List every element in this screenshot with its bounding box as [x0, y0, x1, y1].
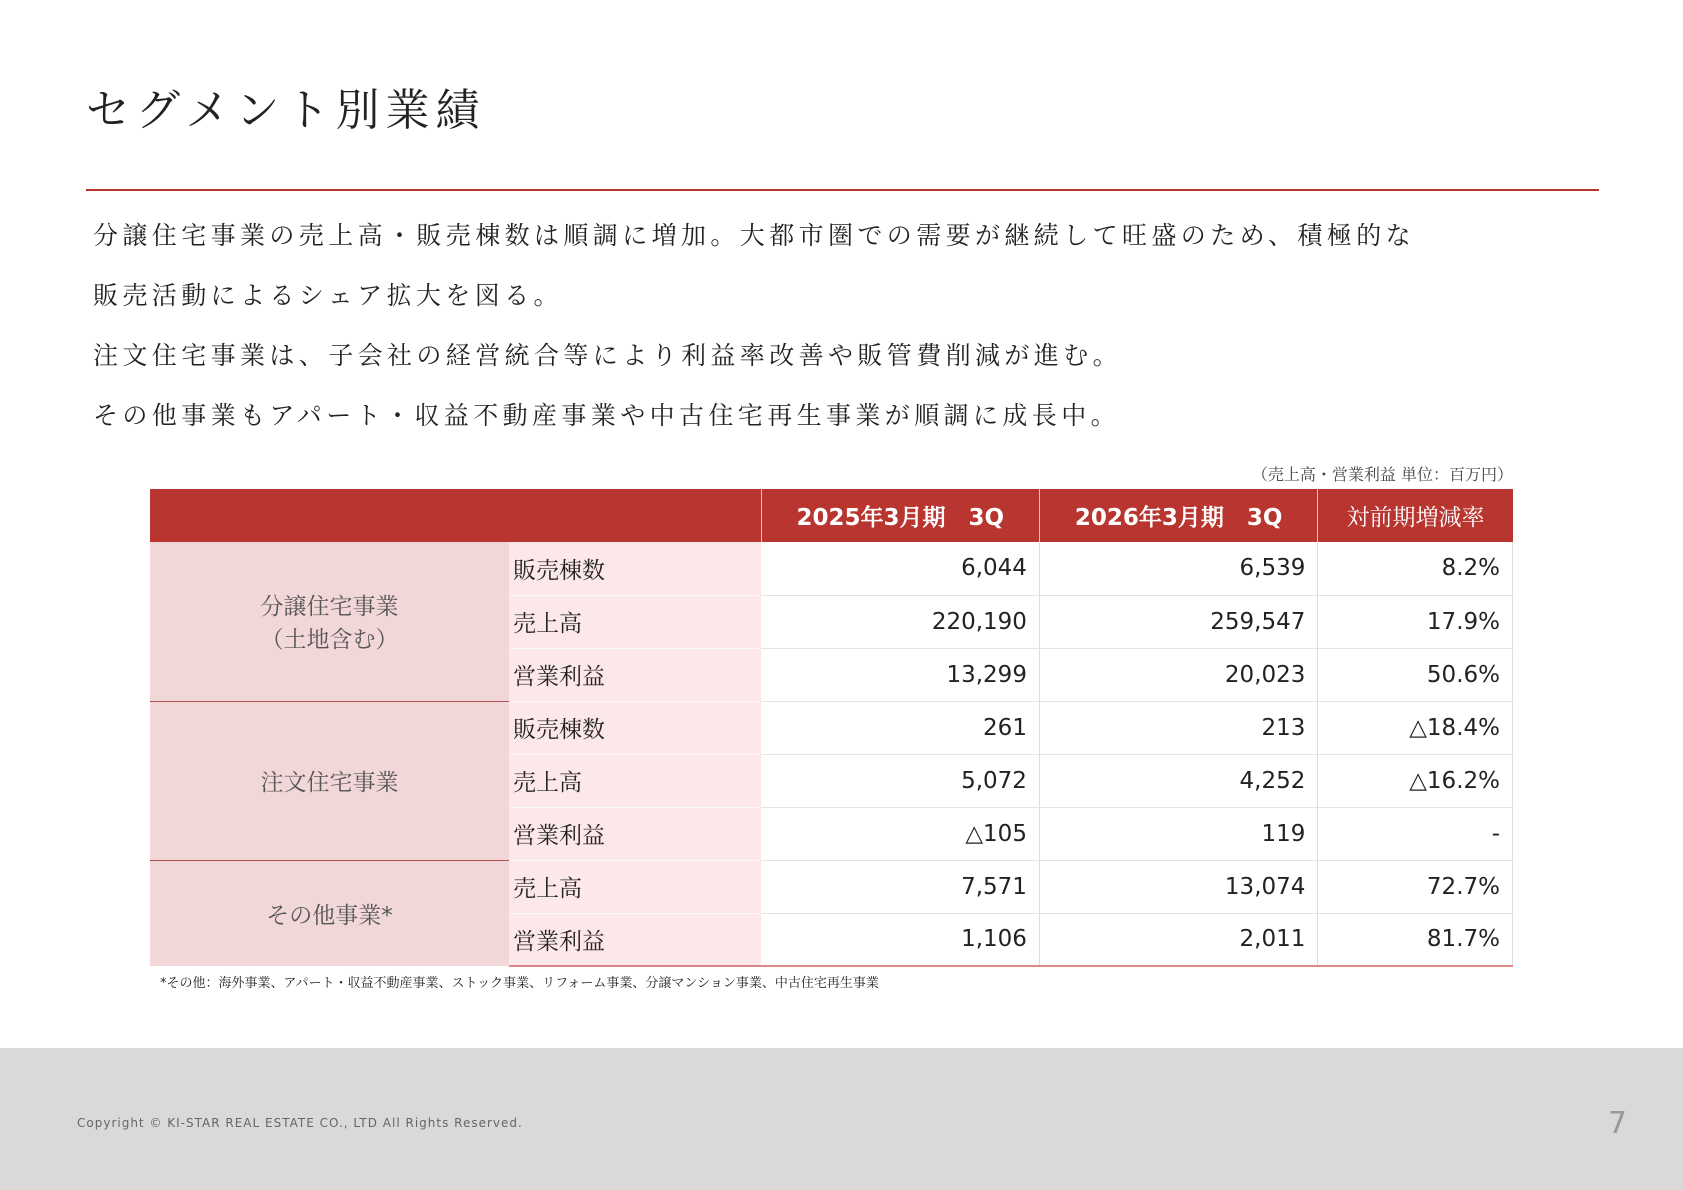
value-cell: -	[1318, 807, 1513, 860]
value-cell: 72.7%	[1318, 860, 1513, 913]
metric-label: 営業利益	[509, 807, 761, 860]
value-cell: △105	[761, 807, 1039, 860]
header-fy2025: 2025年3月期 3Q	[761, 489, 1039, 542]
segment-table	[150, 489, 1513, 967]
value-cell: 7,571	[761, 860, 1039, 913]
paragraph-line: 注文住宅事業は、子会社の経営統合等により利益率改善や販管費削減が進む。	[93, 341, 1123, 370]
value-cell: △16.2%	[1318, 754, 1513, 807]
header-blank	[150, 489, 761, 542]
value-cell: 6,539	[1039, 542, 1317, 595]
value-cell: 8.2%	[1318, 542, 1513, 595]
header-change: 対前期増減率	[1318, 489, 1513, 542]
value-cell: 13,299	[761, 648, 1039, 701]
value-cell: 119	[1039, 807, 1317, 860]
value-cell: 13,074	[1039, 860, 1317, 913]
metric-label: 売上高	[509, 595, 761, 648]
title-divider	[86, 189, 1599, 191]
segment-name: 分譲住宅事業 （土地含む）	[150, 542, 509, 701]
copyright: Copyright © KI-STAR REAL ESTATE CO., LTD All Rights Reserved.	[77, 1116, 523, 1130]
metric-label: 売上高	[509, 754, 761, 807]
unit-note: （売上高・営業利益 単位：百万円）	[1251, 465, 1513, 484]
paragraph-line: 分譲住宅事業の売上高・販売棟数は順調に増加。大都市圏での需要が継続して旺盛のため、積極的な	[93, 221, 1416, 250]
value-cell: 81.7%	[1318, 913, 1513, 966]
value-cell: 17.9%	[1318, 595, 1513, 648]
value-cell: 2,011	[1039, 913, 1317, 966]
value-cell: 261	[761, 701, 1039, 754]
value-cell: 50.6%	[1318, 648, 1513, 701]
table-row	[150, 860, 1513, 913]
metric-label: 営業利益	[509, 648, 761, 701]
value-cell: 5,072	[761, 754, 1039, 807]
metric-label: 営業利益	[509, 913, 761, 966]
paragraph-line: 販売活動によるシェア拡大を図る。	[93, 281, 563, 310]
value-cell: 220,190	[761, 595, 1039, 648]
value-cell: △18.4%	[1318, 701, 1513, 754]
page-number: 7	[1607, 1106, 1627, 1141]
paragraph-line: その他事業もアパート・収益不動産事業や中古住宅再生事業が順調に成長中。	[93, 401, 1121, 430]
table-row	[150, 701, 1513, 754]
header-fy2026: 2026年3月期 3Q	[1039, 489, 1317, 542]
metric-label: 販売棟数	[509, 542, 761, 595]
footer	[0, 1048, 1683, 1190]
value-cell: 259,547	[1039, 595, 1317, 648]
metric-label: 販売棟数	[509, 701, 761, 754]
value-cell: 1,106	[761, 913, 1039, 966]
segment-name: 注文住宅事業	[150, 701, 509, 860]
footnote: *その他：海外事業、アパート・収益不動産事業、ストック事業、リフォーム事業、分譲マンション事業、中古住宅再生事業	[160, 976, 879, 991]
value-cell: 4,252	[1039, 754, 1317, 807]
table-row	[150, 542, 1513, 595]
value-cell: 20,023	[1039, 648, 1317, 701]
value-cell: 6,044	[761, 542, 1039, 595]
metric-label: 売上高	[509, 860, 761, 913]
page-title: セグメント別業績	[86, 85, 486, 136]
value-cell: 213	[1039, 701, 1317, 754]
segment-name: その他事業*	[150, 860, 509, 966]
